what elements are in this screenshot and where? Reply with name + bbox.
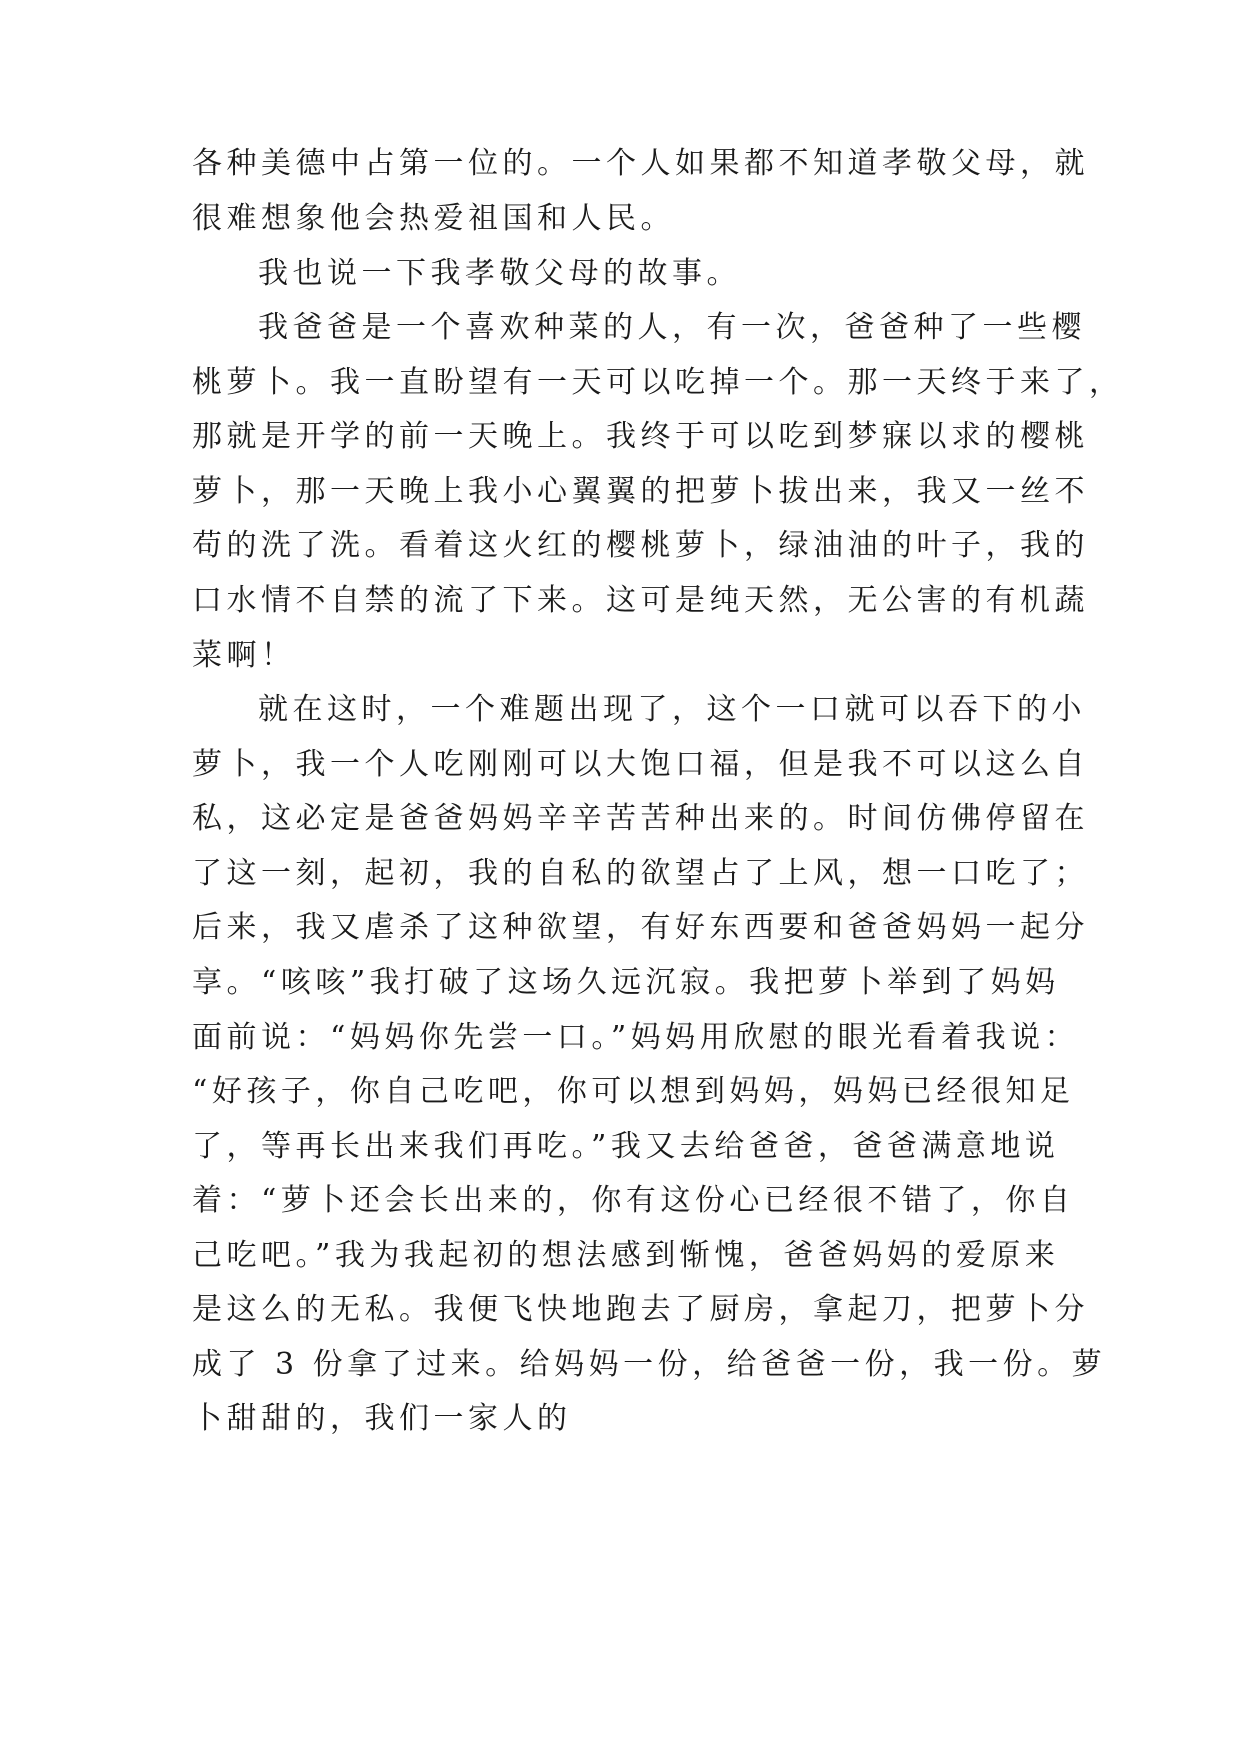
- text-line: 卜甜甜的，我们一家人的: [192, 1401, 572, 1436]
- text-line: 萝卜，那一天晚上我小心翼翼的把萝卜拔出来，我又一丝不: [192, 474, 1089, 509]
- text-line: 很难想象他会热爱祖国和人民。: [192, 201, 675, 236]
- text-line: 己吃吧。”我为我起初的想法感到惭愧，爸爸妈妈的爱原来: [192, 1238, 1060, 1273]
- text-line: 各种美德中占第一位的。一个人如果都不知道孝敬父母，就: [192, 146, 1089, 181]
- text-line: 私，这必定是爸爸妈妈辛辛苦苦种出来的。时间仿佛停留在: [192, 801, 1089, 836]
- text-line: 面前说：“妈妈你先尝一口。”妈妈用欣慰的眼光看着我说：: [192, 1020, 1080, 1055]
- text-line: “好孩子，你自己吃吧，你可以想到妈妈，妈妈已经很知足: [192, 1074, 1075, 1109]
- text-line: 口水情不自禁的流了下来。这可是纯天然，无公害的有机蔬: [192, 583, 1089, 618]
- paragraph-first-line: 我爸爸是一个喜欢种菜的人，有一次，爸爸种了一些樱: [258, 310, 1086, 345]
- text-line: 桃萝卜。我一直盼望有一天可以吃掉一个。那一天终于来了，: [192, 365, 1124, 400]
- text-line: 后来，我又虐杀了这种欲望，有好东西要和爸爸妈妈一起分: [192, 910, 1089, 945]
- text-line: 菜啊！: [192, 638, 296, 673]
- text-line: 苟的洗了洗。看着这火红的樱桃萝卜，绿油油的叶子，我的: [192, 528, 1089, 563]
- text-line: 萝卜，我一个人吃刚刚可以大饱口福，但是我不可以这么自: [192, 747, 1089, 782]
- text-line: 是这么的无私。我便飞快地跑去了厨房，拿起刀，把萝卜分: [192, 1292, 1089, 1327]
- text-line: 成了 3 份拿了过来。给妈妈一份，给爸爸一份，我一份。萝: [192, 1347, 1107, 1382]
- text-line: 那就是开学的前一天晚上。我终于可以吃到梦寐以求的樱桃: [192, 419, 1089, 454]
- text-line: 了这一刻，起初，我的自私的欲望占了上风，想一口吃了；: [192, 856, 1089, 891]
- text-line: 了，等再长出来我们再吃。”我又去给爸爸，爸爸满意地说: [192, 1129, 1060, 1164]
- paragraph-first-line: 我也说一下我孝敬父母的故事。: [258, 256, 741, 291]
- paragraph-first-line: 就在这时，一个难题出现了，这个一口就可以吞下的小: [258, 692, 1086, 727]
- text-line: 享。“咳咳”我打破了这场久远沉寂。我把萝卜举到了妈妈: [192, 965, 1060, 1000]
- text-line: 着：“萝卜还会长出来的，你有这份心已经很不错了，你自: [192, 1183, 1075, 1218]
